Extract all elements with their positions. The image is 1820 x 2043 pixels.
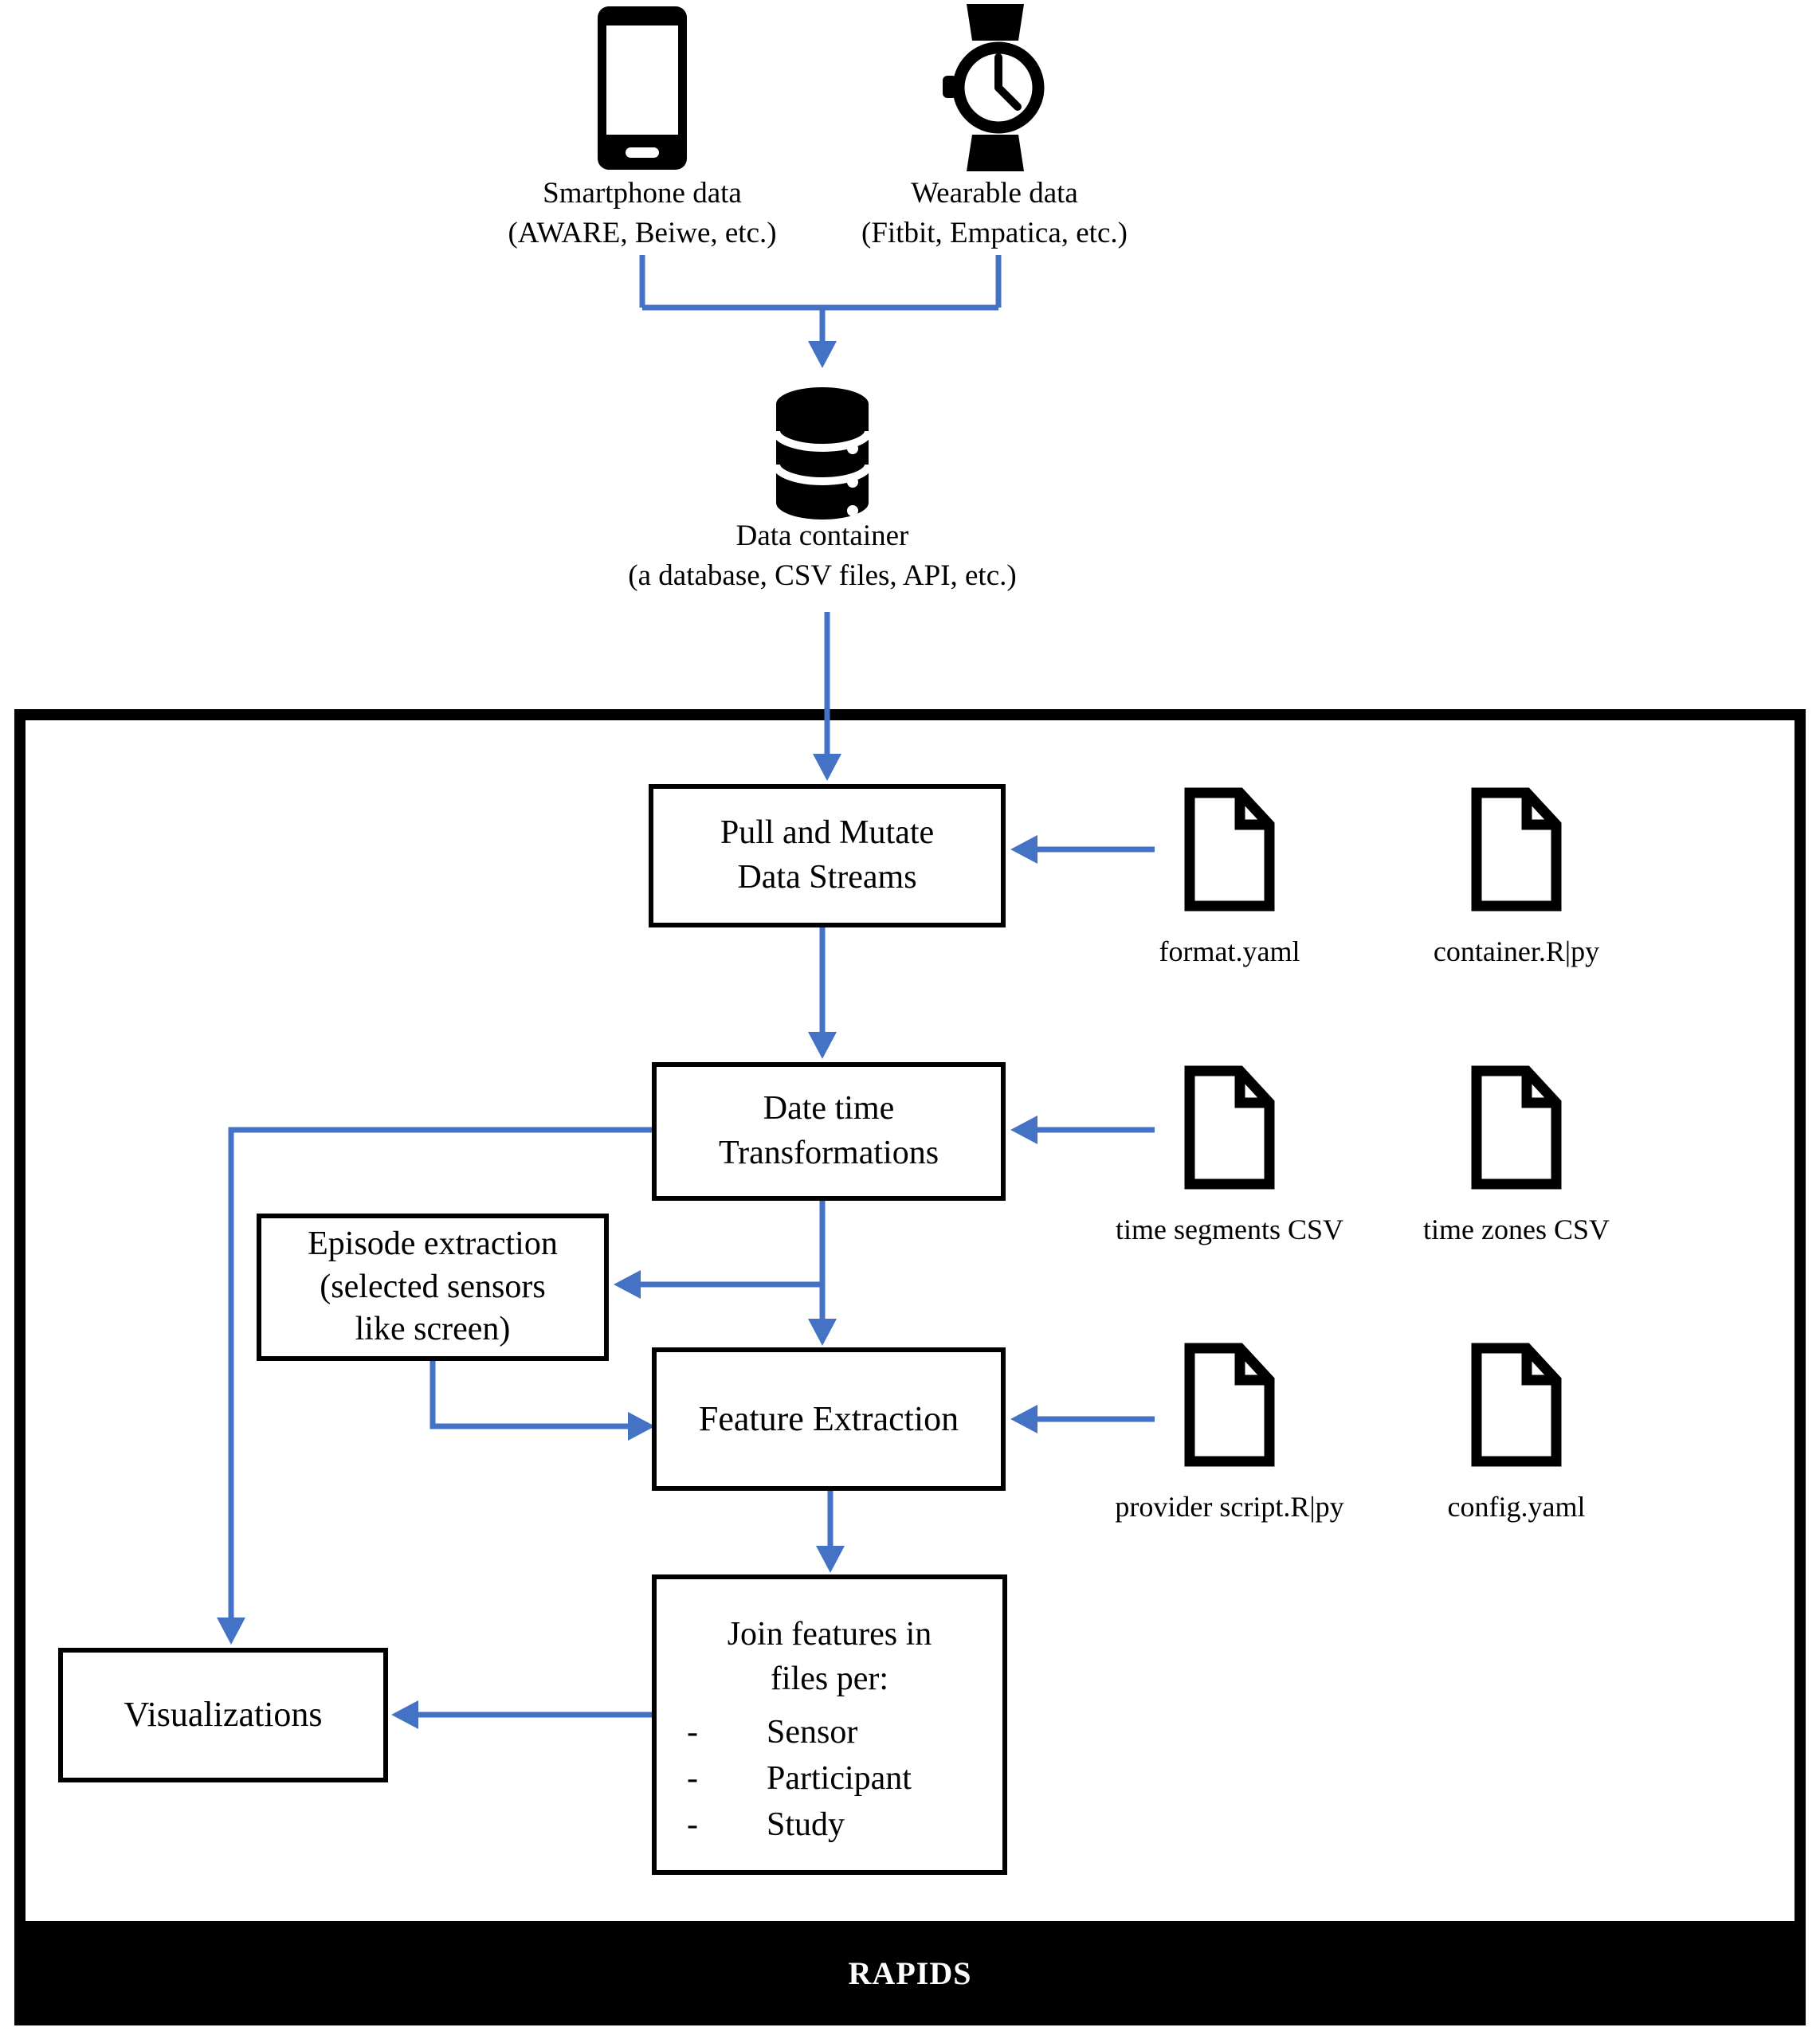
datetime-line1: Date time	[763, 1090, 895, 1127]
document-icon	[1466, 1340, 1567, 1473]
file-label-container-rpy: container.R|py	[1433, 935, 1600, 967]
data-container-caption-line2: (a database, CSV files, API, etc.)	[628, 559, 1017, 592]
visualizations-node	[58, 1648, 388, 1782]
smartphone-caption	[443, 174, 841, 253]
episode-line1: Episode extraction	[308, 1225, 558, 1262]
pull-mutate-line1: Pull and Mutate	[720, 814, 935, 852]
datetime-line2: Transformations	[718, 1135, 939, 1171]
rapids-footer	[14, 1921, 1806, 2025]
smartphone-icon	[598, 6, 687, 170]
join-item-label: Participant	[767, 1759, 912, 1797]
smartphone-screen	[606, 25, 678, 135]
wearable-caption	[795, 174, 1194, 253]
join-item-bullet: -	[687, 1806, 698, 1843]
smartwatch-icon	[943, 4, 1046, 175]
file-label-config-yaml: config.yaml	[1447, 1491, 1586, 1523]
join-list-item	[657, 1756, 1002, 1802]
document-icon	[1466, 1063, 1567, 1196]
join-list	[657, 1710, 1002, 1849]
document-icon	[1466, 785, 1567, 918]
document-icon	[1179, 1063, 1280, 1196]
episode-line2: (selected sensors	[320, 1268, 546, 1305]
file-label-time-zones: time zones CSV	[1423, 1214, 1610, 1245]
join-list-item	[657, 1710, 1002, 1756]
join-item-bullet: -	[687, 1759, 698, 1797]
pull-mutate-node	[649, 784, 1006, 927]
feature-extraction-label: Feature Extraction	[698, 1398, 959, 1438]
database-icon	[773, 385, 872, 524]
join-item-bullet: -	[687, 1713, 698, 1751]
join-item-label: Sensor	[767, 1713, 858, 1751]
datetime-node	[652, 1062, 1006, 1201]
document-icon	[1179, 785, 1280, 918]
wearable-caption-line2: (Fitbit, Empatica, etc.)	[861, 217, 1128, 249]
smartphone-home-button	[626, 147, 659, 158]
episode-line3: like screen)	[355, 1311, 511, 1348]
join-list-item	[657, 1802, 1002, 1849]
data-container-caption-line1: Data container	[735, 520, 909, 552]
wearable-caption-line1: Wearable data	[911, 177, 1078, 210]
data-container-caption	[543, 516, 1101, 596]
join-item-label: Study	[767, 1806, 845, 1843]
file-label-provider-script: provider script.R|py	[1115, 1491, 1344, 1523]
join-line1: Join features in	[727, 1616, 932, 1653]
file-label-time-segments: time segments CSV	[1116, 1214, 1343, 1245]
pull-mutate-line2: Data Streams	[737, 859, 917, 896]
file-label-format-yaml: format.yaml	[1159, 935, 1300, 967]
join-features-node	[652, 1574, 1007, 1875]
join-line2: files per:	[770, 1660, 889, 1697]
feature-extraction-node	[652, 1347, 1006, 1491]
rapids-footer-title: RAPIDS	[848, 1955, 972, 1991]
connector-sources-to-container	[642, 255, 998, 368]
visualizations-label: Visualizations	[124, 1695, 323, 1735]
document-icon	[1179, 1340, 1280, 1473]
smartphone-caption-line1: Smartphone data	[543, 177, 742, 210]
episode-extraction-node	[257, 1214, 609, 1361]
smartphone-caption-line2: (AWARE, Beiwe, etc.)	[508, 217, 777, 249]
